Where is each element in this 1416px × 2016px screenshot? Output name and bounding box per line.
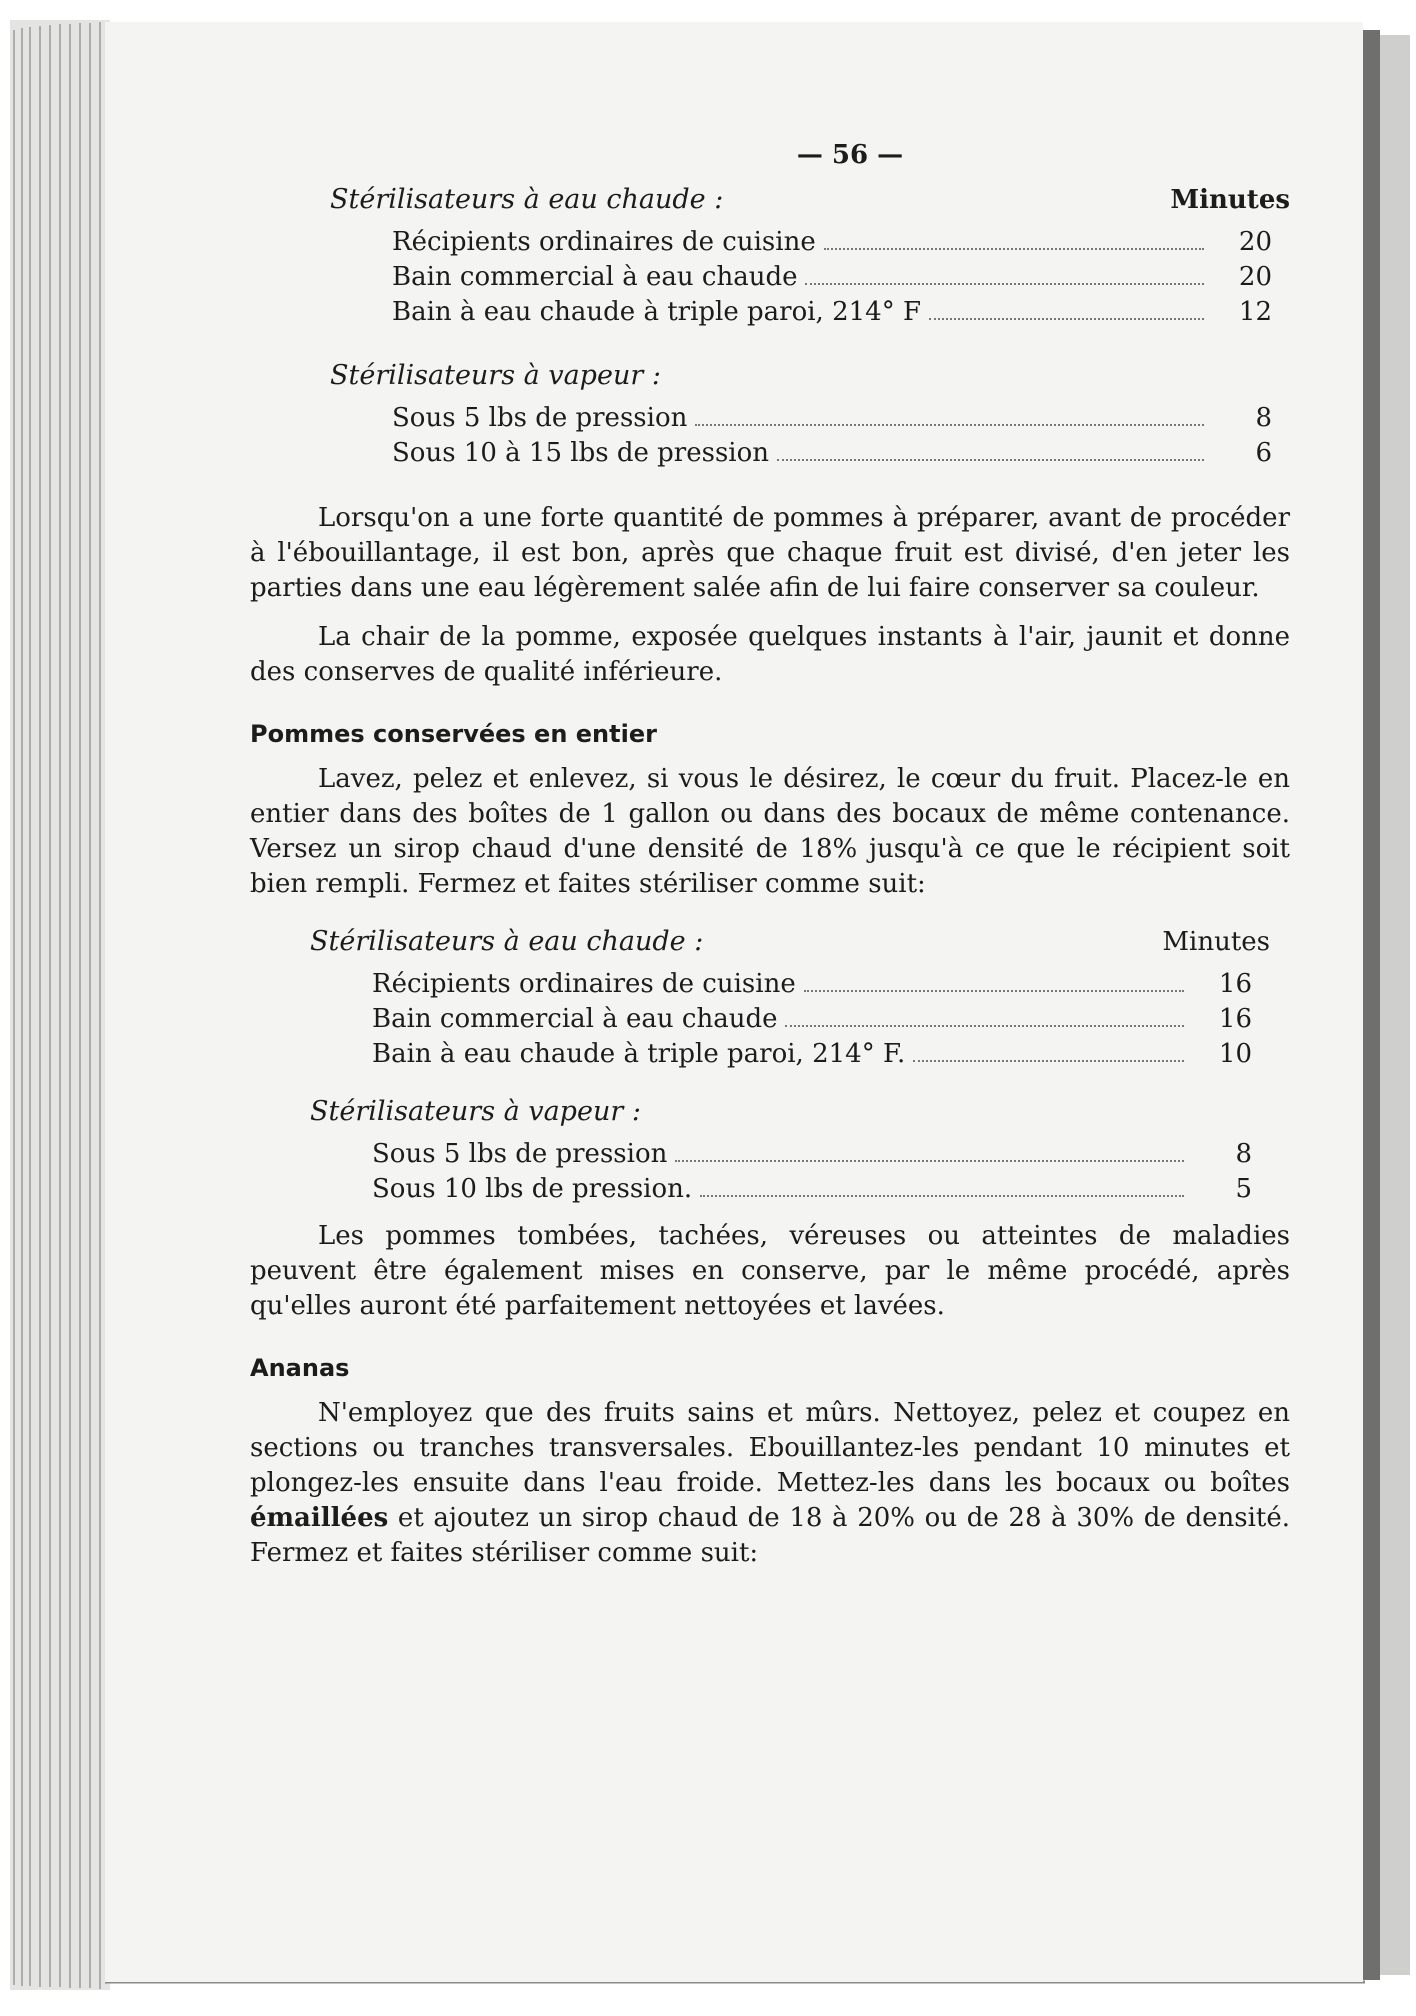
row-label: Récipients ordinaires de cuisine (392, 227, 816, 257)
row-label: Bain à eau chaude à triple paroi, 214° F (392, 297, 922, 327)
row-minutes: 10 (1218, 1039, 1252, 1069)
steam-header (330, 360, 1290, 391)
table-row (372, 967, 1252, 1002)
row-label: Sous 5 lbs de pression (392, 403, 688, 433)
dot-leader (824, 247, 1204, 250)
row-minutes: 16 (1218, 969, 1252, 999)
row-minutes: 12 (1238, 297, 1272, 327)
dot-leader (804, 989, 1184, 992)
dot-leader (785, 1024, 1184, 1027)
hot-water-header (310, 926, 1270, 957)
table-row (392, 260, 1272, 295)
text-run: et ajoutez un sirop chaud de 18 à 20% ou de 28 à 30% de densité. Fermez et faites stériliser comme suit: (250, 1503, 1290, 1568)
row-label: Bain à eau chaude à triple paroi, 214° F. (372, 1039, 906, 1069)
row-label: Récipients ordinaires de cuisine (372, 969, 796, 999)
table-row (372, 1137, 1252, 1172)
bold-word: émaillées (250, 1503, 389, 1533)
paragraph-ananas (250, 1396, 1290, 1571)
dot-leader (805, 282, 1204, 285)
row-label: Sous 5 lbs de pression (372, 1139, 668, 1169)
dot-leader (777, 458, 1204, 461)
minutes-column-header: Minutes (1170, 185, 1290, 215)
row-minutes: 5 (1235, 1174, 1252, 1204)
page-number: — 56 — (796, 140, 904, 170)
row-label: Sous 10 lbs de pression. (372, 1174, 693, 1204)
table-row (392, 295, 1272, 330)
section-heading-ananas: Ananas (250, 1354, 350, 1382)
row-minutes: 8 (1235, 1139, 1252, 1169)
table-row (392, 436, 1272, 471)
row-minutes: 20 (1238, 227, 1272, 257)
page-content (250, 140, 1290, 1571)
row-minutes: 8 (1255, 403, 1272, 433)
paragraph: Lorsqu'on a une forte quantité de pommes à préparer, avant de procéder à l'ébouillantage, il est bon, après que chaque fruit est divisé, d'en jeter les parties dans une eau légèrement salée afin de lui faire conserver sa couleur. (250, 503, 1290, 603)
paragraph: Les pommes tombées, tachées, véreuses ou atteintes de maladies peuvent être également mises en conserve, par le même procédé, après qu'elles auront été parfaitement nettoyées et lavées. (250, 1221, 1290, 1321)
dot-leader (913, 1059, 1184, 1062)
minutes-column-header: Minutes (1162, 927, 1270, 957)
row-minutes: 16 (1218, 1004, 1252, 1034)
table-row (392, 401, 1272, 436)
row-minutes: 6 (1255, 438, 1272, 468)
row-label: Bain commercial à eau chaude (392, 262, 798, 292)
steam-label: Stérilisateurs à vapeur : (330, 360, 661, 391)
table-row (392, 225, 1272, 260)
steam-table (392, 401, 1272, 471)
row-label: Sous 10 à 15 lbs de pression (392, 438, 769, 468)
hot-water-table (372, 967, 1252, 1072)
hot-water-table (392, 225, 1272, 330)
dot-leader (929, 317, 1204, 320)
dot-leader (700, 1194, 1184, 1197)
paragraph: Lavez, pelez et enlevez, si vous le désirez, le cœur du fruit. Placez-le en entier dans des boîtes de 1 gallon ou dans des bocaux de même contenance. Versez un sirop chaud d'une densité de 18% jusqu'à ce que le récipient soit bien rempli. Fermez et faites stériliser comme suit: (250, 764, 1290, 899)
table-row (372, 1172, 1252, 1207)
steam-label: Stérilisateurs à vapeur : (310, 1096, 641, 1127)
hot-water-label: Stérilisateurs à eau chaude : (330, 184, 724, 215)
table-row (372, 1002, 1252, 1037)
dot-leader (675, 1159, 1184, 1162)
steam-header (310, 1096, 1270, 1127)
section-heading-pommes: Pommes conservées en entier (250, 720, 657, 748)
hot-water-label: Stérilisateurs à eau chaude : (310, 926, 704, 957)
paragraph: La chair de la pomme, exposée quelques instants à l'air, jaunit et donne des conserves de qualité inférieure. (250, 622, 1290, 687)
dot-leader (695, 423, 1204, 426)
row-label: Bain commercial à eau chaude (372, 1004, 778, 1034)
table-row (372, 1037, 1252, 1072)
row-minutes: 20 (1238, 262, 1272, 292)
hot-water-header (330, 184, 1290, 215)
text-run: N'employez que des fruits sains et mûrs. Nettoyez, pelez et coupez en sections ou tranches transversales. Ebouillantez-les pendant 10 minutes et plongez-les ensuite dans l'eau froide. Mettez-les dans les bocaux ou boîtes (250, 1398, 1290, 1498)
steam-table (372, 1137, 1252, 1207)
